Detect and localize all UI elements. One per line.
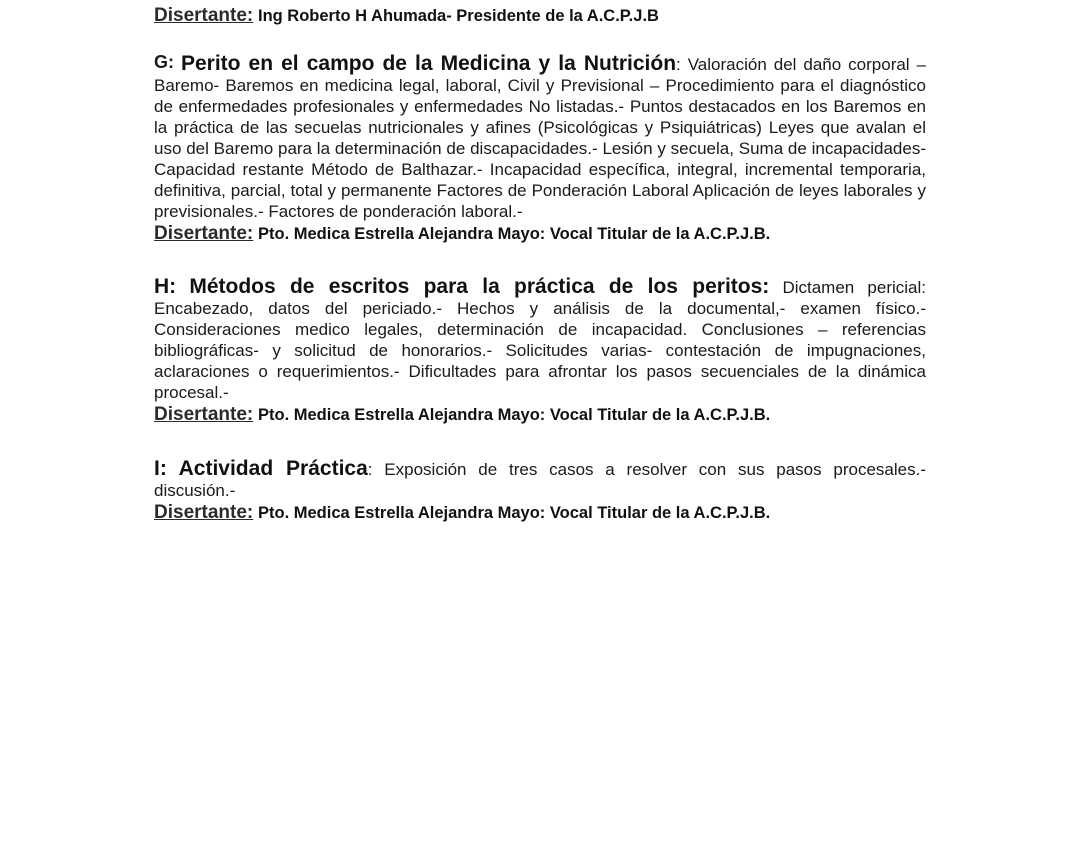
- speaker-label: Disertante:: [154, 404, 254, 425]
- top-speaker-line: [154, 5, 659, 27]
- speaker-name: Pto. Medica Estrella Alejandra Mayo: Vocal Titular de la A.C.P.J.B.: [257, 406, 771, 424]
- section-i-speaker: [154, 502, 926, 524]
- section-h-title: Métodos de escritos para la práctica de los peritos:: [189, 275, 770, 298]
- section-i: [154, 458, 926, 524]
- speaker-name: Ing Roberto H Ahumada- Presidente de la A.C.P.J.B: [257, 7, 659, 25]
- section-i-title: Actividad Práctica: [178, 457, 368, 480]
- section-h-paragraph: [154, 276, 926, 403]
- section-h-body: Dictamen pericial: Encabezado, datos del periciado.- Hechos y análisis de la documental,- examen físico.- Consideraciones medico legales, determinación de incapacidad. Conclusiones – referencias bibliográficas- y solicitud de honorarios.- Solicitudes varias- contestación de impugnaciones, aclaraciones o requerimientos.- Dificultades para afrontar los pasos secuenciales de la dinámica procesal.-: [154, 278, 927, 402]
- section-g: [154, 52, 926, 245]
- section-g-paragraph: [154, 52, 926, 222]
- speaker-label: Disertante:: [154, 502, 254, 523]
- speaker-name: Pto. Medica Estrella Alejandra Mayo: Vocal Titular de la A.C.P.J.B.: [257, 225, 771, 243]
- section-h: [154, 276, 926, 426]
- section-i-paragraph: [154, 458, 926, 501]
- section-i-body: : Exposición de tres casos a resolver con sus pasos procesales.- discusión.-: [154, 460, 926, 500]
- section-g-title: Perito en el campo de la Medicina y la Nutrición: [180, 52, 677, 75]
- section-g-letter: G:: [154, 52, 174, 72]
- section-h-letter: H:: [154, 275, 177, 298]
- section-g-body: : Valoración del daño corporal – Baremo- Baremos en medicina legal, laboral, Civil y Previsional – Procedimiento para el diagnóstico de enfermedades profesionales y enfermedades No listadas.- Puntos destacados en los Baremos en la práctica de las secuelas nutricionales y afines (Psicológicas y Psiquiátricas) Leyes que avalan el uso del Baremo para la determinación de discapacidades.- Lesión y secuela, Suma de incapacidades- Capacidad restante Método de Balthazar.- Incapacidad específica, integral, incremental temporaria, definitiva, parcial, total y permanente Factores de Ponderación Laboral Aplicación de leyes laborales y previsionales.- Factores de ponderación laboral.-: [154, 55, 926, 221]
- section-g-speaker: [154, 223, 926, 245]
- speaker-label: Disertante:: [154, 223, 254, 244]
- speaker-name: Pto. Medica Estrella Alejandra Mayo: Vocal Titular de la A.C.P.J.B.: [257, 504, 771, 522]
- speaker-label: Disertante:: [154, 5, 254, 26]
- section-h-speaker: [154, 404, 926, 426]
- section-i-letter: I:: [154, 457, 167, 480]
